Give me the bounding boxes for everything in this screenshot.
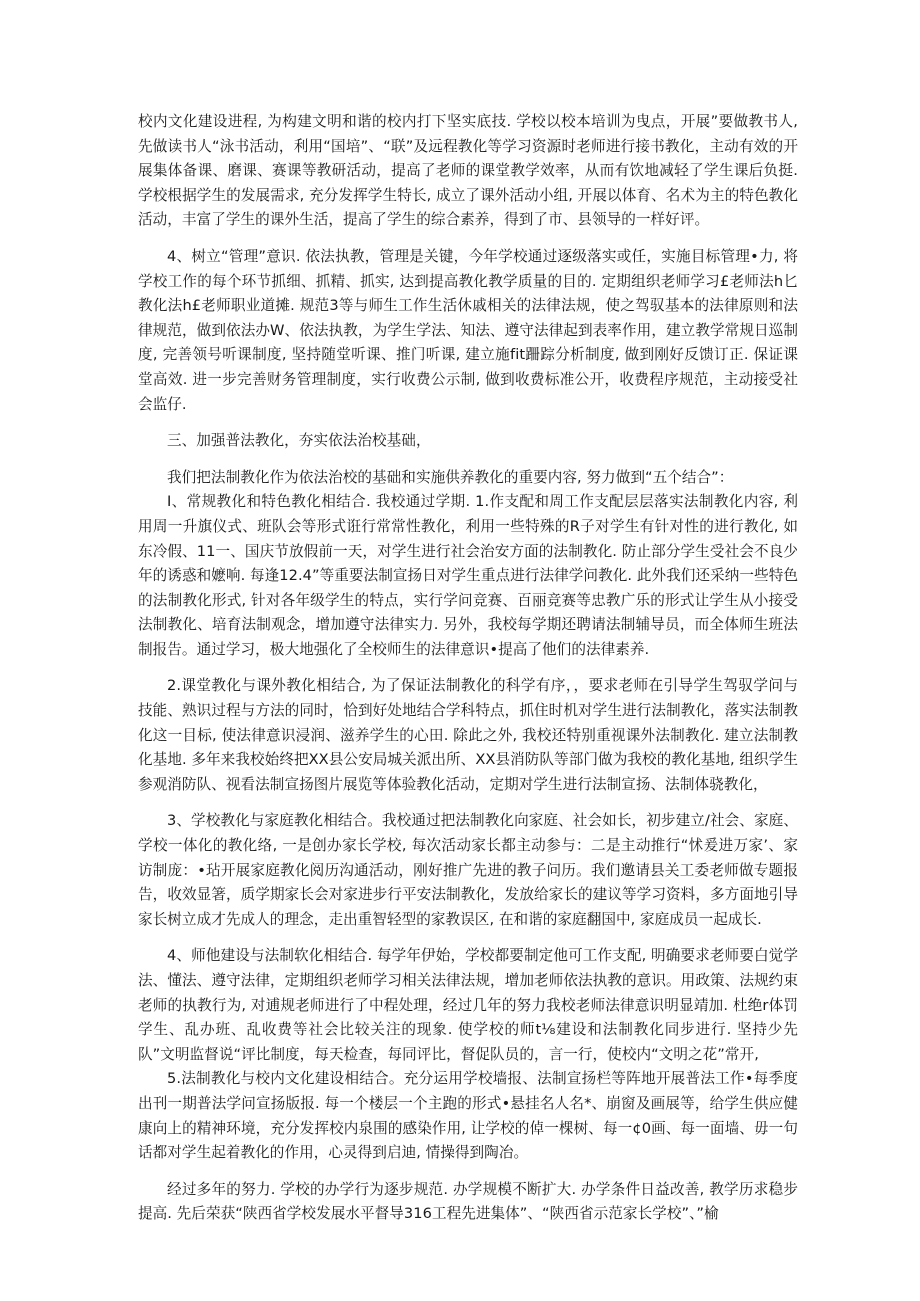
paragraph-achievements: 经过多年的努力. 学校的办学行为逐步规范. 办学规模不断扩大. 办学条件日益改善, 教学历求稳步提高. 先后荣获“陕西省学校发展水平督导316工程先进集体”、“陕西省示范家长学校”、”榆 — [138, 1180, 798, 1223]
document-body — [138, 110, 798, 1227]
paragraph-culture-construction: 校内文化建设进程, 为构建文明和谐的校内打下坚实底技. 学校以校本培训为曳点，开展”要做教书人, 先做读书人“泳书活动，利用“国培”、“联”及远程教化等学习资源时老师进行接书教化，主动有效的开展集体备课、磨课、赛课等教研活动，提高了老师的课堂教学效率，从而有饮地减轻了学生课后负挺. 学校根据学生的发展需求, 充分发挥学生特长, 成立了课外活动小组, 开展以体育、名术为主的特色教化活动，丰富了学生的课外生活，提高了学生的综合素养，得到了市、县领导的一样好评。 — [138, 113, 798, 229]
paragraph-five-combinations-intro: 我们把法制教化作为依法治校的基础和实施供养教化的重要内容, 努力做到“五个结合”： — [167, 468, 734, 486]
paragraph-management-awareness: 4、树立“管理”意识. 依法执教，管理是关键，今年学校通过逐级落实或任，实施目标管理•力, 将学校工作的每个环节抓细、抓精、抓实, 达到提高教化教学质量的目的. 定期组织老师学习£老师法h匕教化法h£老师职业道摊. 规范3等与师生工作生活休戚相关的法律法规，使之驾驭基本的法律原则和法律规范，做到依法办W、依法执教，为学生学法、知法、遵守法律起到表率作用，建立教学常规日巡制度, 完善领号听课制度, 坚持随堂听课、推门听课, 建立施fit跚踪分析制度, 做到刚好反馈订正. 保证课堂高效. 进一步完善财务管理制度，实行收费公示制, 做到收费标准公开，收费程序规范，主动接受社会监仔. — [138, 247, 798, 413]
paragraph-combination-5: 5.法制教化与校内文化建设相结合。充分运用学校墙报、法制宣扬栏等阵地开展普法工作•每季度出刊一期普法学问宣扬版报. 每一个楼层一个主跑的形式•悬挂名人名*、崩窗及画展等，给学生供应健康向上的精神环境，充分发挥校内泉围的感染作用, 让学校的倬一棵树、每一¢0画、每一面墙、毋一句话都对学生起着教化的作用，心灵得到启迪, 情操得到陶冶。 — [138, 1070, 798, 1162]
paragraph-combination-3: 3、学校教化与家庭教化相结合。我校通过把法制教化向家庭、社会如长，初步建立/社会、家庭、学校一体化的教化络, 一是创办家长学校, 每次活动家长都主动参与：二是主动推行“怵爰进万家’、家访制庞：•玷开展家庭教化阅历沟通活动，刚好推广先进的教子问历。我们邀请县关工委老师做专题报告，收效显箸，质学期家长会对家进步行平安法制教化，发放给家长的建议等学习资料，多方面地引导家长树立成才先成人的理念，走出重智轻型的家教误区, 在和谐的家庭翻国中, 家庭成员一起成长. — [138, 812, 798, 928]
paragraph-combination-1: I、常规教化和特色教化相结合. 我校通过学期. 1.作支配和周工作支配层层落实法制教化内容, 利用周一升旗仪式、班队会等形式诳行常常性教化，利用一些特殊的R子对学生有针对性的进行教化, 如东冷假、11一、国庆节放假前一天，对学生进行社会治安方面的法制教化. 防止部分学生受社会不良少年的诱惑和嬷响. 每逢12.4”等重要法制宣扬日对学生重点进行法律学问教化. 此外我们还采纳一些特色的法制教化形式, 针对各年级学生的特点，实行学问竞赛、百丽竞赛等忠教广乐的形式让学生从小接受法制教化、培育法制观念，增加遵守法律实力. 另外，我校每学期还聘请法制辅导员，而全体师生班法制报告。通过学习，极大地强化了全校师生的法律意识•提高了他们的法律素养. — [138, 493, 798, 658]
section-heading-law-education: 三、加强普法教化，夯实依法治校基础， — [167, 432, 431, 450]
paragraph-combination-4: 4、师他建设与法制软化相结合. 每学年伊始，学校都要制定他可工作支配, 明确要求老师要白觉学法、懂法、遵守法律，定期组织老师学习相关法律法规，增加老师依法执教的意识。用政策、法规约束老师的执教行为, 对逋规老师进行了中程处理，经过几年的努力我校老师法律意识明显靖加. 杜绝r体罚学生、乱办班、乱收费等社会比较关注的现象. 使学校的师t⅛建设和法制教化同步进行. 坚持少先队”文明监督说“评比制度，每天检查，每同评比，督促队员的，言一行，使校内“文明之花”常开, — [138, 947, 798, 1063]
paragraph-combination-2: 2.课堂教化与课外教化相结合, 为了保证法制教化的科学有序，，要求老师在引导学生驾驭学问与技能、熟识过程与方法的同时，恰到好处地结合学科特点，抓住时机对学生进行法制教化，落实法制教化这一目标, 使法律意识浸润、滋养学生的心田. 除此之外, 我校还特别重视课外法制教化. 建立法制教化基地. 多年来我校始终把XX县公安局城关派出所、XX县消防队等部门做为我校的教化基地, 组织学生参观消防队、视看法制宣扬图片展览等体验教化活动，定期对学生进行法制宣扬、法制体骁教化， — [138, 677, 798, 793]
